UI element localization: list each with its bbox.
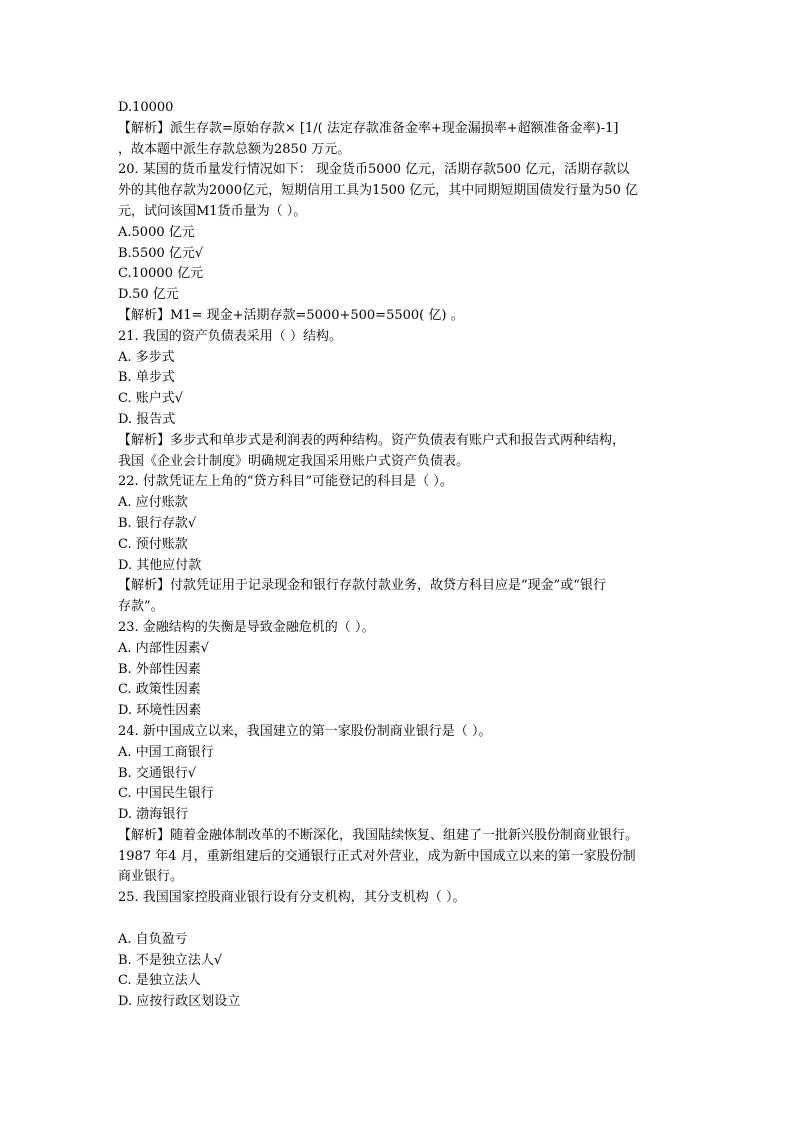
prev-option-d: D.10000: [118, 100, 174, 115]
q24-analysis-line-3: 商业银行。: [118, 869, 184, 885]
q22-option-a: A. 应付账款: [118, 495, 188, 511]
q24-option-b: B. 交通银行√: [118, 765, 197, 781]
q21-option-c: C. 账户式√: [118, 391, 184, 407]
document-page: [118, 98, 688, 1013]
q21-analysis-line-1: 【解析】多步式和单步式是利润表的两种结构。资产负债表有账户式和报告式两种结构，: [118, 432, 626, 448]
q20-analysis: 【解析】M1= 现金+活期存款=5000+500=5500( 亿) 。: [118, 307, 464, 323]
q20-option-d: D.50 亿元: [118, 287, 179, 303]
prev-analysis-line-2: ，故本题中派生存款总额为2850 万元。: [118, 141, 351, 157]
q21-option-b: B. 单步式: [118, 370, 175, 386]
q24-option-c: C. 中国民生银行: [118, 786, 214, 802]
q20-option-c: C.10000 亿元: [118, 266, 204, 282]
q21-stem: 21. 我国的资产负债表采用（ ）结构。: [118, 328, 342, 344]
q25-option-b: B. 不是独立法人√: [118, 952, 223, 968]
q20-stem-line-3: 元，试问该国M1货币量为（ ）。: [118, 203, 307, 219]
q24-option-d: D. 渤海银行: [118, 807, 189, 823]
q24-option-a: A. 中国工商银行: [118, 744, 214, 760]
q21-analysis-line-2: 我国《企业会计制度》明确规定我国采用账户式资产负债表。: [118, 453, 470, 469]
prev-analysis-line-1: 【解析】派生存款=原始存款× [1/( 法定存款准备金率+现金漏损率+超额准备金率)-1]: [118, 120, 619, 136]
q23-option-d: D. 环境性因素: [118, 703, 202, 719]
q25-option-a: A. 自负盈亏: [118, 931, 188, 947]
q21-option-d: D. 报告式: [118, 411, 176, 427]
q23-option-b: B. 外部性因素: [118, 661, 201, 677]
q20-stem-line-1: 20. 某国的货币量发行情况如下： 现金货币5000 亿元，活期存款500 亿元，活期存款以: [118, 162, 630, 178]
q22-option-c: C. 预付账款: [118, 536, 188, 552]
q23-stem: 23. 金融结构的失衡是导致金融危机的（ ）。: [118, 619, 375, 635]
q23-option-a: A. 内部性因素√: [118, 640, 209, 656]
q25-option-d: D. 应按行政区划设立: [118, 994, 241, 1010]
q22-stem: 22. 付款凭证左上角的“贷方科目”可能登记的科目是（ ）。: [118, 474, 453, 490]
q22-option-d: D. 其他应付款: [118, 557, 202, 573]
q20-stem-line-2: 外的其他存款为2000亿元，短期信用工具为1500 亿元，其中同期短期国债发行量为50 亿: [118, 183, 638, 199]
q24-analysis-line-2: 1987 年4 月，重新组建后的交通银行正式对外营业，成为新中国成立以来的第一家股份制: [118, 848, 636, 864]
q25-option-c: C. 是独立法人: [118, 973, 201, 989]
q23-option-c: C. 政策性因素: [118, 682, 201, 698]
q20-option-a: A.5000 亿元: [118, 224, 195, 240]
q22-analysis-line-2: 存款”。: [118, 599, 164, 615]
q24-stem: 24. 新中国成立以来，我国建立的第一家股份制商业银行是（ ）。: [118, 723, 492, 739]
q21-option-a: A. 多步式: [118, 349, 175, 365]
blank-line: [118, 909, 688, 930]
q22-option-b: B. 银行存款√: [118, 515, 197, 531]
q25-stem: 25. 我国国家控股商业银行设有分支机构，其分支机构（ ）。: [118, 890, 466, 906]
q24-analysis-line-1: 【解析】随着金融体制改革的不断深化，我国陆续恢复、组建了一批新兴股份制商业银行。: [118, 827, 639, 843]
q22-analysis-line-1: 【解析】付款凭证用于记录现金和银行存款付款业务，故贷方科目应是“现金”或“银行: [118, 578, 606, 594]
q20-option-b: B.5500 亿元√: [118, 245, 204, 261]
